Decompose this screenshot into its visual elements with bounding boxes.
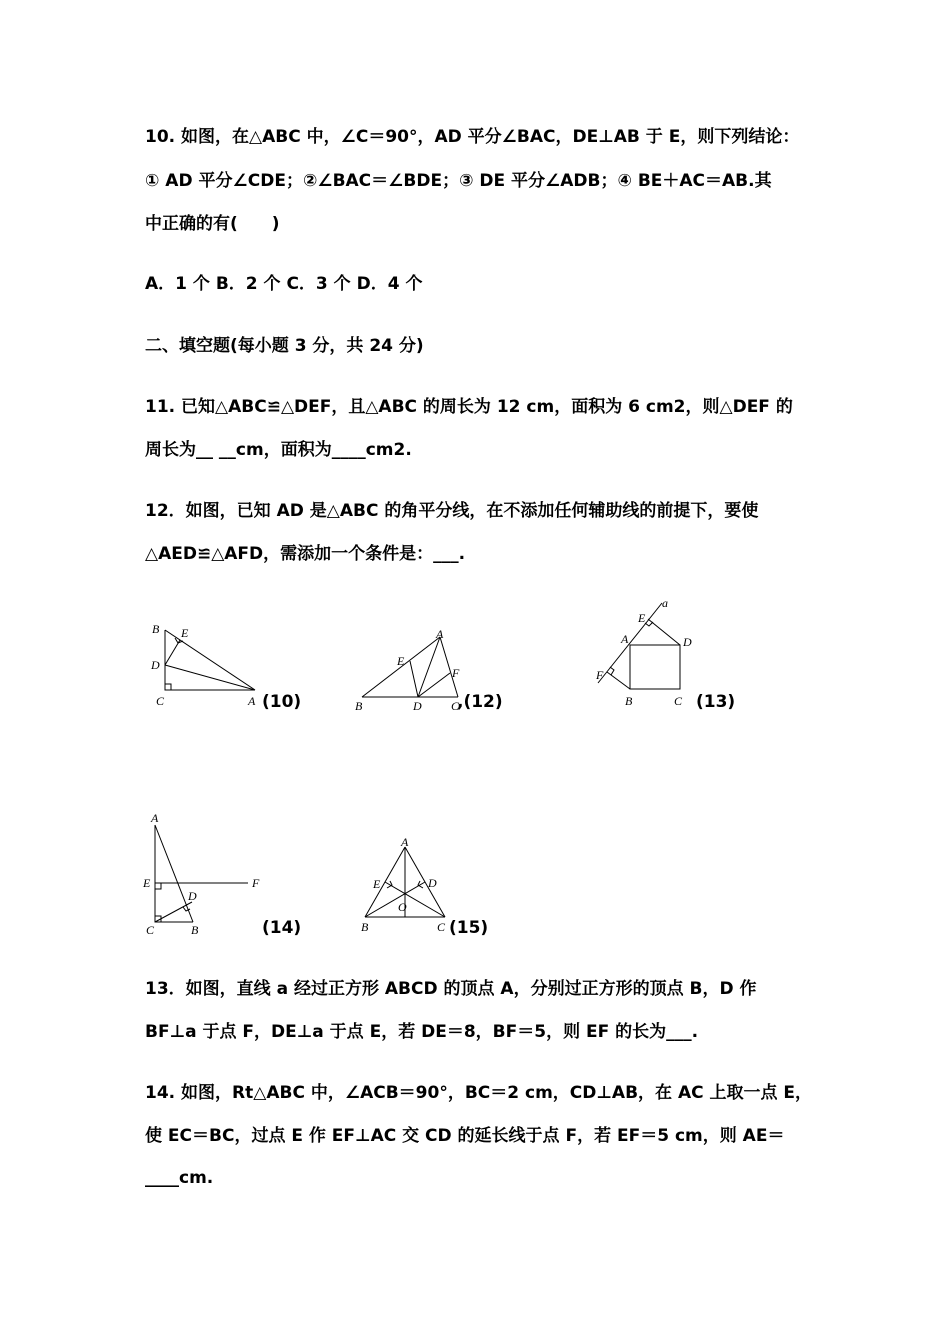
fig10-label-e: E: [181, 626, 189, 640]
q12-line1: 12．如图，已知 AD 是△ABC 的角平分线，在不添加任何辅助线的前提下，要使: [145, 501, 759, 521]
q13-line2: BF⊥a 于点 F，DE⊥a 于点 E，若 DE＝8，BF＝5，则 EF 的长为___.: [145, 1022, 699, 1042]
q11-line2: 周长为__ __cm，面积为____cm2.: [145, 440, 412, 460]
fig10-label-c: C: [156, 694, 165, 708]
q13-line1: 13．如图，直线 a 经过正方形 ABCD 的顶点 A，分别过正方形的顶点 B，D 作: [145, 979, 757, 999]
fig13-label-b: B: [625, 694, 633, 708]
fig14-label-a: A: [151, 811, 159, 825]
fig12-label-f: F: [452, 666, 460, 680]
fig12-label-d: D: [413, 699, 422, 713]
q14-line1: 14. 如图，Rt△ABC 中，∠ACB＝90°，BC＝2 cm，CD⊥AB，在 AC 上取一点 E，: [145, 1083, 813, 1103]
fig15-label-e: E: [373, 877, 381, 891]
figure-13: [590, 595, 700, 715]
fig14-label-b: B: [191, 923, 199, 937]
fig12-label-e: E: [397, 654, 405, 668]
q10-line1: 10. 如图，在△ABC 中，∠C＝90°，AD 平分∠BAC，DE⊥AB 于 E，则下列结论：: [145, 127, 800, 147]
q12-line2: △AED≌△AFD，需添加一个条件是：___.: [145, 544, 466, 564]
fig13-label-a-line: a: [662, 596, 668, 610]
q10-line3: 中正确的有( ): [145, 214, 280, 234]
fig14-caption: (14): [262, 918, 302, 938]
fig15-caption: (15): [449, 918, 489, 938]
fig12-label-b: B: [355, 699, 363, 713]
fig15-label-o: O: [398, 900, 407, 914]
fig13-label-f: F: [596, 668, 604, 682]
fig10-label-b: B: [152, 622, 160, 636]
fig13-label-a: A: [621, 632, 629, 646]
fig12-label-a: A: [436, 627, 444, 641]
q10-options: A．1 个 B．2 个 C．3 个 D．4 个: [145, 274, 423, 294]
fig13-caption: (13): [696, 692, 736, 712]
fig10-label-d: D: [151, 658, 160, 672]
fig15-label-b: B: [361, 920, 369, 934]
fig15-label-c: C: [437, 920, 446, 934]
figure-15: [355, 835, 455, 940]
fig15-label-d: D: [428, 876, 437, 890]
q14-line3: ____cm.: [145, 1168, 214, 1188]
fig14-label-f: F: [252, 876, 260, 890]
fig13-label-e: E: [638, 611, 646, 625]
fig13-label-c: C: [674, 694, 683, 708]
fig14-label-e: E: [143, 876, 151, 890]
fig10-label-a: A: [248, 694, 256, 708]
fig14-label-d: D: [188, 889, 197, 903]
fig10-caption: (10): [262, 692, 302, 712]
section-title: 二、填空题(每小题 3 分，共 24 分): [145, 336, 424, 356]
fig13-label-d: D: [683, 635, 692, 649]
fig15-label-a: A: [401, 835, 409, 849]
q14-line2: 使 EC＝BC，过点 E 作 EF⊥AC 交 CD 的延长线于点 F，若 EF＝5 cm，则 AE＝: [145, 1126, 785, 1146]
figure-14: [140, 810, 270, 940]
q11-line1: 11. 已知△ABC≌△DEF，且△ABC 的周长为 12 cm，面积为 6 cm2，则△DEF 的: [145, 397, 793, 417]
fig12-caption: ,(12): [457, 692, 503, 712]
q10-line2: ① AD 平分∠CDE；②∠BAC＝∠BDE；③ DE 平分∠ADB；④ BE＋AC＝AB.其: [145, 171, 772, 191]
figure-10: [145, 615, 265, 715]
fig14-label-c: C: [146, 923, 155, 937]
fig12-label-c: C: [451, 699, 460, 713]
